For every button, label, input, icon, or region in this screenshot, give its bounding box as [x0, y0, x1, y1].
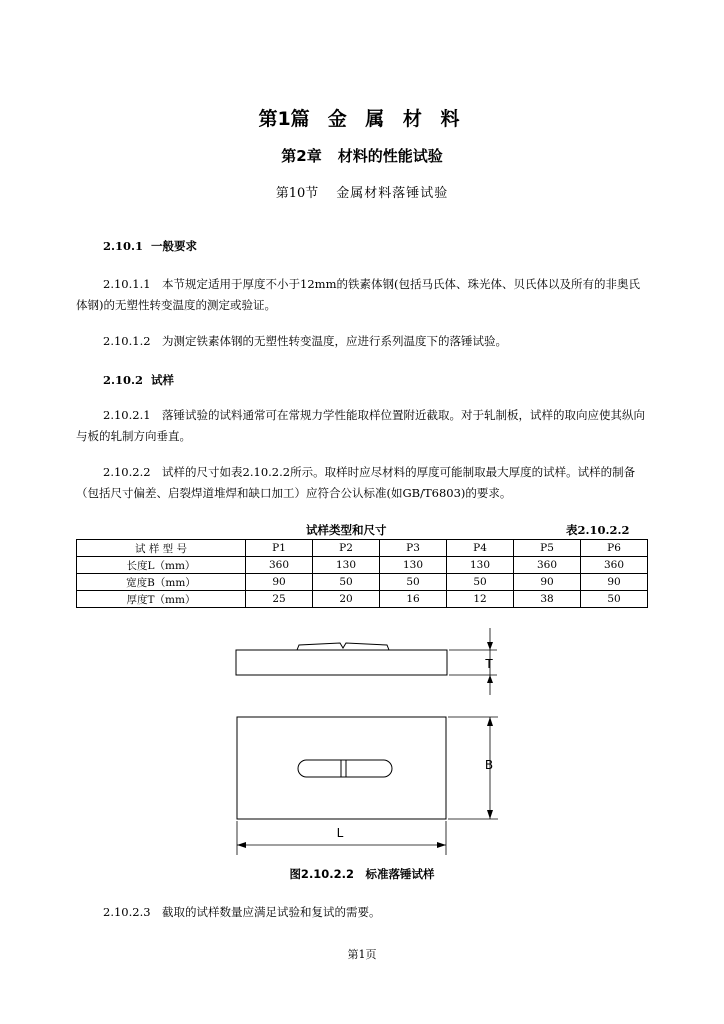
table-cell: 360	[514, 557, 581, 574]
paragraph-2-10-1-1: 2.10.1.1 本节规定适用于厚度不小于12mm的铁素体钢(包括马氏体、珠光体、贝氏体以及所有的非奥氏体钢)的无塑性转变温度的测定或验证。	[76, 277, 640, 312]
table-cell: 50	[313, 574, 380, 591]
table-cell: 20	[313, 591, 380, 608]
table-cell: 厚度T（mm）	[77, 591, 246, 608]
section-label: 第10节	[275, 186, 319, 201]
chapter-label: 第2章	[281, 147, 322, 165]
arrowhead	[487, 675, 493, 683]
table-header-cell: P3	[380, 540, 447, 557]
table-caption: 试样类型和尺寸	[306, 523, 387, 537]
chapter-title: 材料的性能试验	[337, 147, 443, 165]
label-l: L	[336, 826, 344, 840]
table-cell: 130	[447, 557, 514, 574]
table-cell: 长度L（mm）	[77, 557, 246, 574]
arrowhead	[237, 842, 246, 848]
label-t: T	[485, 657, 493, 671]
paragraph-2-10-2-1: 2.10.2.1 落锤试验的试料通常可在常规力学性能取样位置附近截取。对于轧制板，试样的取向应使其纵向与板的轧制方向垂直。	[76, 408, 646, 443]
weld-slot	[298, 760, 392, 777]
table-cell: 16	[380, 591, 447, 608]
arrowhead	[487, 642, 493, 650]
label-b: B	[484, 758, 494, 772]
table-cell: 90	[581, 574, 648, 591]
subsection-number: 2.10.1	[103, 239, 144, 253]
figure-caption: 图2.10.2.2 标准落锤试样	[289, 867, 435, 881]
paragraph-2-10-2-2: 2.10.2.2 试样的尺寸如表2.10.2.2所示。取样时应尽材料的厚度可能制取最大厚度的试样。试样的制备（包括尺寸偏差、启裂焊道堆焊和缺口加工）应符合公认标准(如GB/T6803)的要求。	[76, 465, 636, 500]
table-header-cell: P5	[514, 540, 581, 557]
page-number: 第1页	[347, 948, 377, 961]
table-cell: 50	[447, 574, 514, 591]
paragraph-2-10-1-2: 2.10.1.2 为测定铁素体钢的无塑性转变温度，应进行系列温度下的落锤试验。	[103, 334, 508, 348]
table-number: 表2.10.2.2	[566, 523, 630, 537]
table-header-cell: P4	[447, 540, 514, 557]
table-cell: 50	[380, 574, 447, 591]
table-cell: 宽度B（mm）	[77, 574, 246, 591]
table-header-cell: P2	[313, 540, 380, 557]
arrowhead	[487, 810, 493, 819]
subsection-number: 2.10.2	[103, 373, 144, 387]
table-cell: 90	[246, 574, 313, 591]
paragraph-2-10-2-3: 2.10.2.3 截取的试样数量应满足试验和复试的需要。	[103, 905, 381, 919]
subsection-title: 试样	[151, 373, 175, 387]
table-header-cell: P6	[581, 540, 648, 557]
arrowhead	[437, 842, 446, 848]
table-cell: 12	[447, 591, 514, 608]
table-cell: 50	[581, 591, 648, 608]
table-cell: 130	[313, 557, 380, 574]
table-header-cell: 试 样 型 号	[77, 540, 246, 557]
subsection-title: 一般要求	[151, 239, 198, 253]
part-label: 第1篇	[258, 108, 310, 130]
table-cell: 360	[246, 557, 313, 574]
table-header-cell: P1	[246, 540, 313, 557]
part-title: 金 属 材 料	[327, 108, 466, 130]
table-cell: 130	[380, 557, 447, 574]
table-cell: 90	[514, 574, 581, 591]
weld-bead	[297, 643, 389, 650]
table-cell: 25	[246, 591, 313, 608]
table-cell: 360	[581, 557, 648, 574]
table-cell: 38	[514, 591, 581, 608]
section-title: 金属材料落锤试验	[336, 186, 449, 201]
arrowhead	[487, 717, 493, 726]
side-view-plate	[236, 650, 447, 675]
